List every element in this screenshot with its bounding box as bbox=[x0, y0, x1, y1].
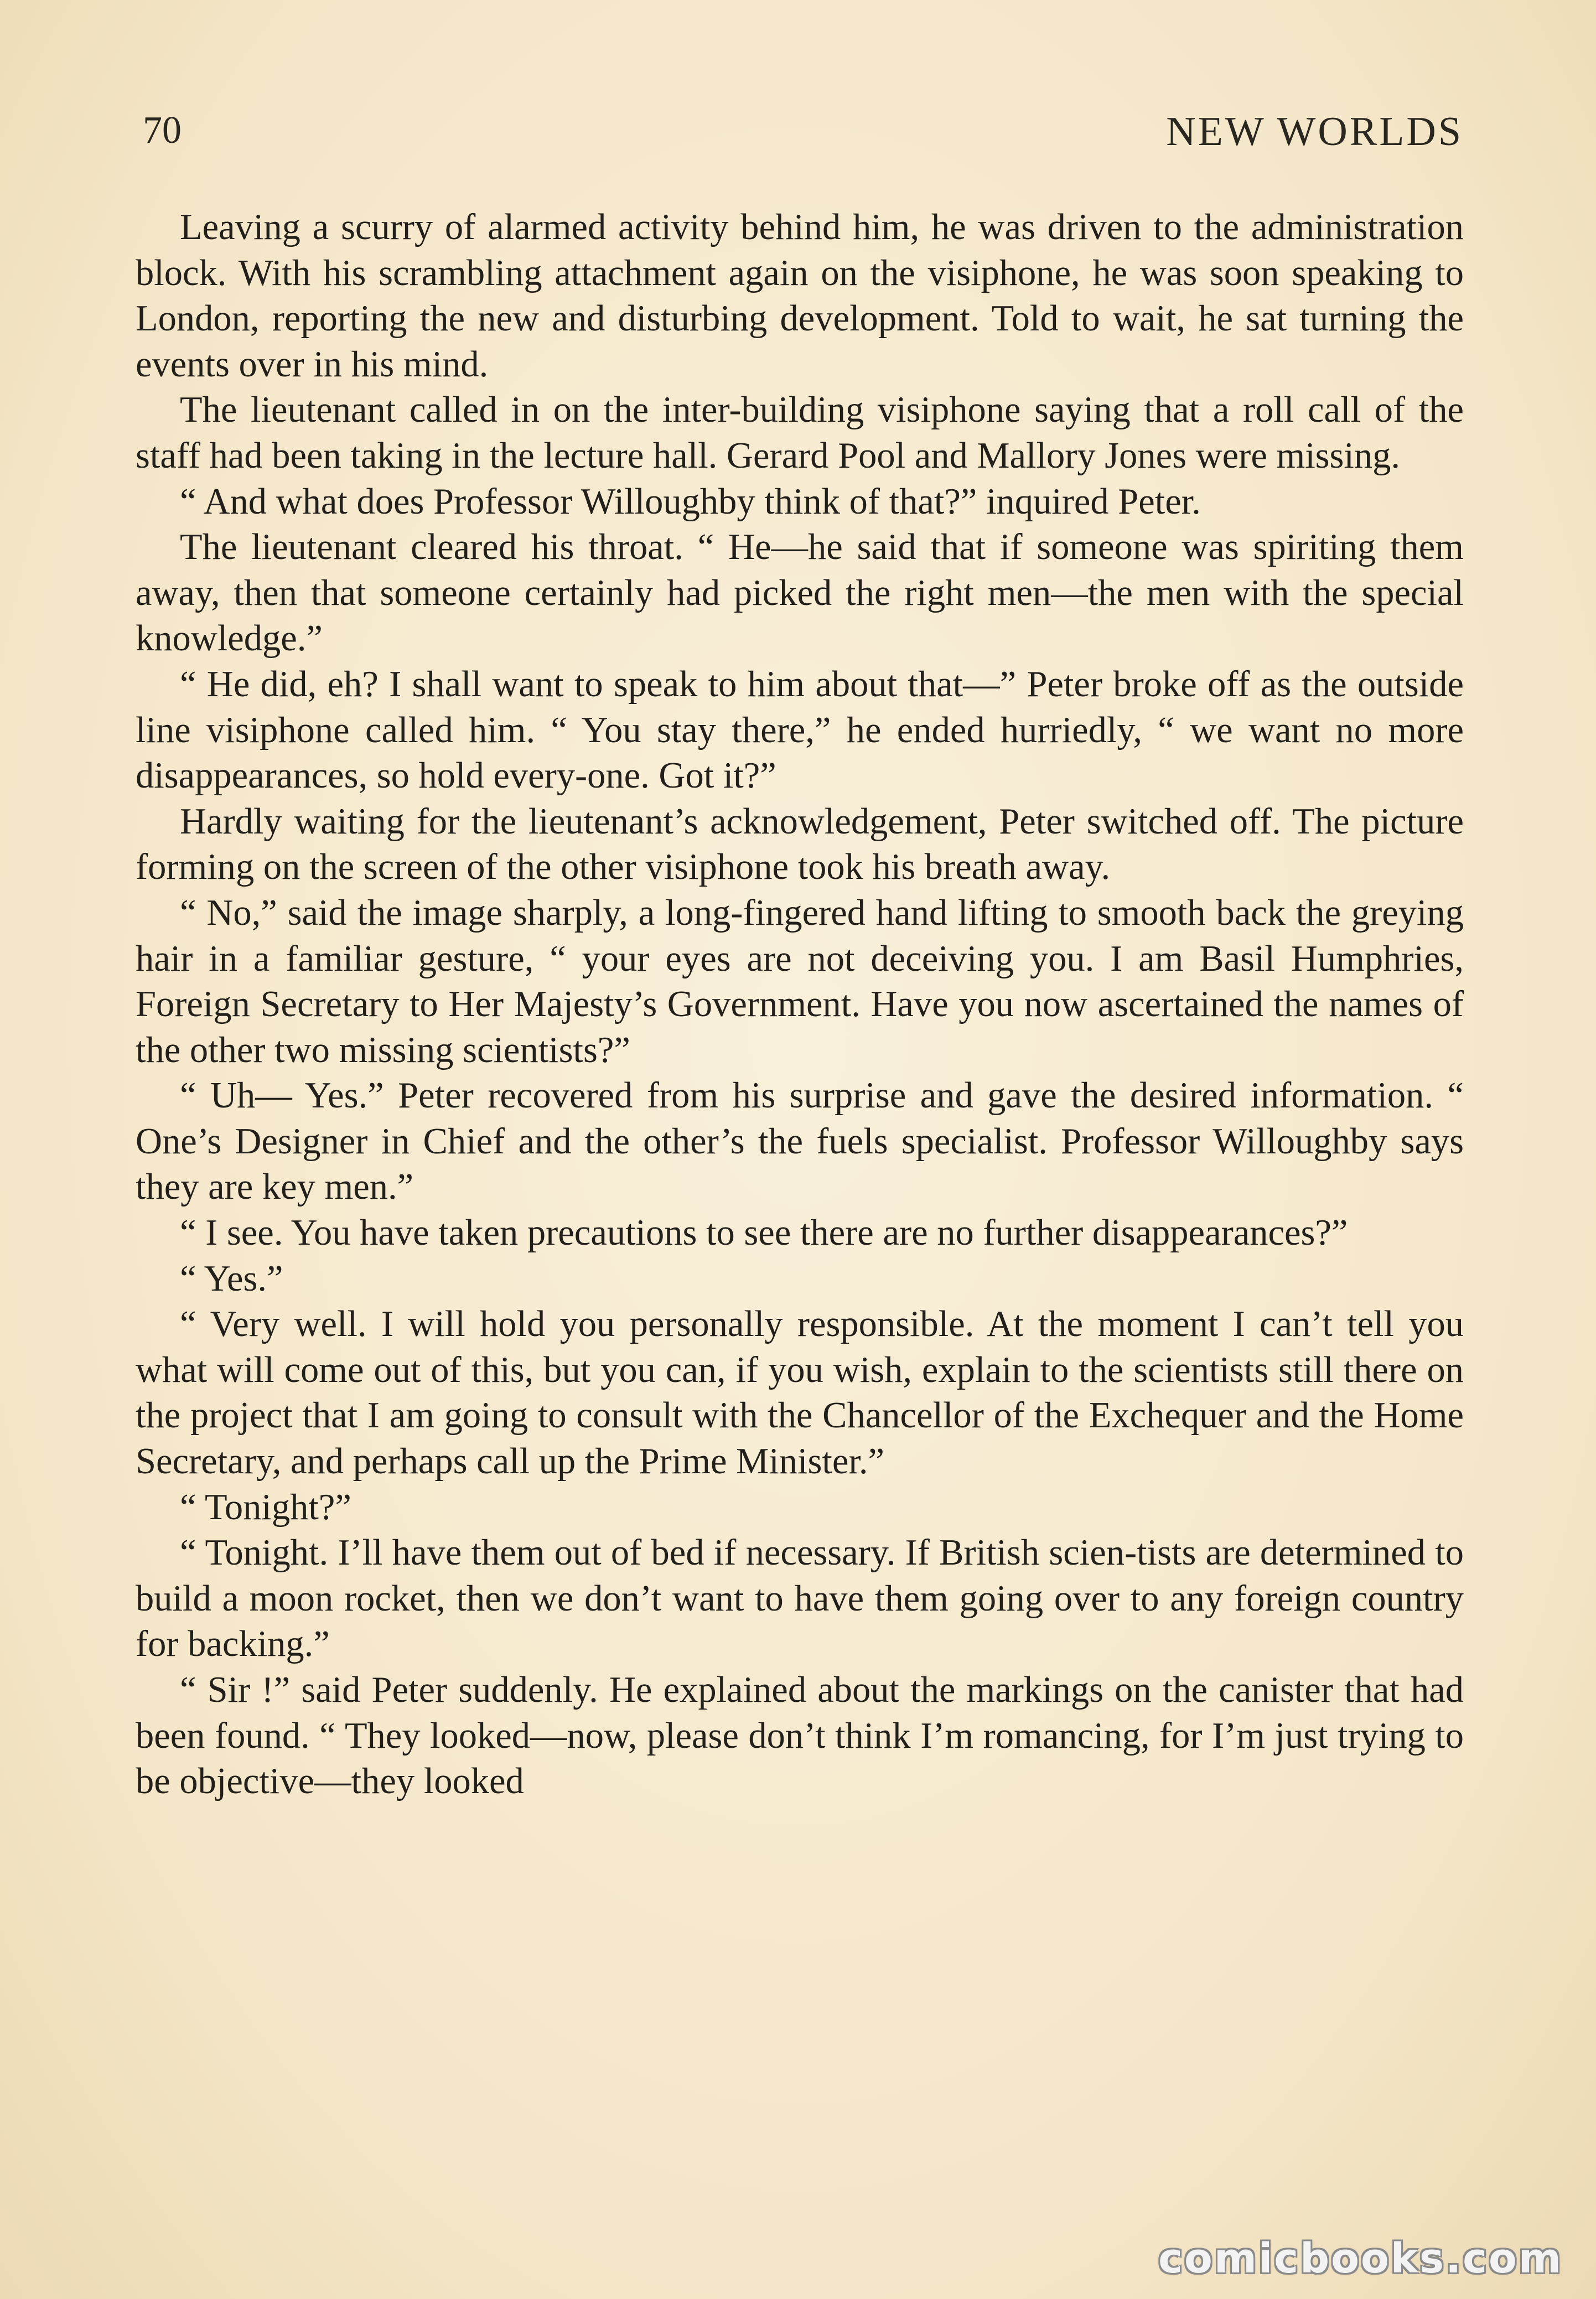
paragraph: “ Tonight. I’ll have them out of bed if necessary. If British scien-tists are determined to build a moon rocket, then we don’t want to have them going over to any foreign country for backing.” bbox=[136, 1532, 1464, 1665]
paragraph: “ No,” said the image sharply, a long-fingered hand lifting to smooth back the greying hair in a familiar gesture, “ your eyes are not deceiving you. I am Basil Humphries, Foreign Secretary to Her Majesty’s Government. Have you now ascertained the names of the other two missing scientists?” bbox=[136, 892, 1464, 1070]
page-number: 70 bbox=[143, 109, 182, 152]
paragraph: Leaving a scurry of alarmed activity behind him, he was driven to the administration block. With his scrambling attachment again on the visiphone, he was soon speaking to London, reporting the new and disturbing development. Told to wait, he sat turning the events over in his mind. bbox=[136, 207, 1464, 385]
body-text bbox=[136, 205, 1464, 1805]
page-header bbox=[143, 108, 1463, 164]
paragraph: “ And what does Professor Willoughby think of that?” inquired Peter. bbox=[180, 481, 1201, 522]
paragraph: “ Tonight?” bbox=[180, 1487, 351, 1528]
paragraph: The lieutenant called in on the inter-building visiphone saying that a roll call of the staff had been taking in the lecture hall. Gerard Pool and Mallory Jones were missing. bbox=[136, 390, 1464, 476]
paragraph: “ Uh— Yes.” Peter recovered from his surprise and gave the desired information. “ One’s Designer in Chief and the other’s the fuels specialist. Professor Willoughby says they are key men.” bbox=[136, 1075, 1464, 1208]
paragraph: “ Very well. I will hold you personally responsible. At the moment I can’t tell you what will come out of this, but you can, if you wish, explain to the scientists still there on the project that I am going to consult with the Chancellor of the Exchequer and the Home Secretary, and perhaps call up the Prime Minister.” bbox=[136, 1304, 1464, 1482]
watermark: comicbooks.com bbox=[1158, 2235, 1563, 2282]
paragraph: “ He did, eh? I shall want to speak to him about that—” Peter broke off as the outside line visiphone called him. “ You stay there,” he ended hurriedly, “ we want no more disappearances, so hold every-one. Got it?” bbox=[136, 664, 1464, 796]
paragraph: The lieutenant cleared his throat. “ He—he said that if someone was spiriting them away, then that someone certainly had picked the right men—the men with the special knowledge.” bbox=[136, 527, 1464, 659]
paragraph: “ I see. You have taken precautions to see there are no further disappearances?” bbox=[180, 1213, 1348, 1254]
running-title: NEW WORLDS bbox=[1166, 109, 1463, 154]
paragraph: “ Yes.” bbox=[180, 1258, 283, 1299]
paragraph: Hardly waiting for the lieutenant’s acknowledgement, Peter switched off. The picture forming on the screen of the other visiphone took his breath away. bbox=[136, 801, 1464, 888]
paragraph: “ Sir !” said Peter suddenly. He explained about the markings on the canister that had been found. “ They looked—now, please don’t think I’m romancing, for I’m just trying to be objective—they looked bbox=[136, 1670, 1464, 1802]
